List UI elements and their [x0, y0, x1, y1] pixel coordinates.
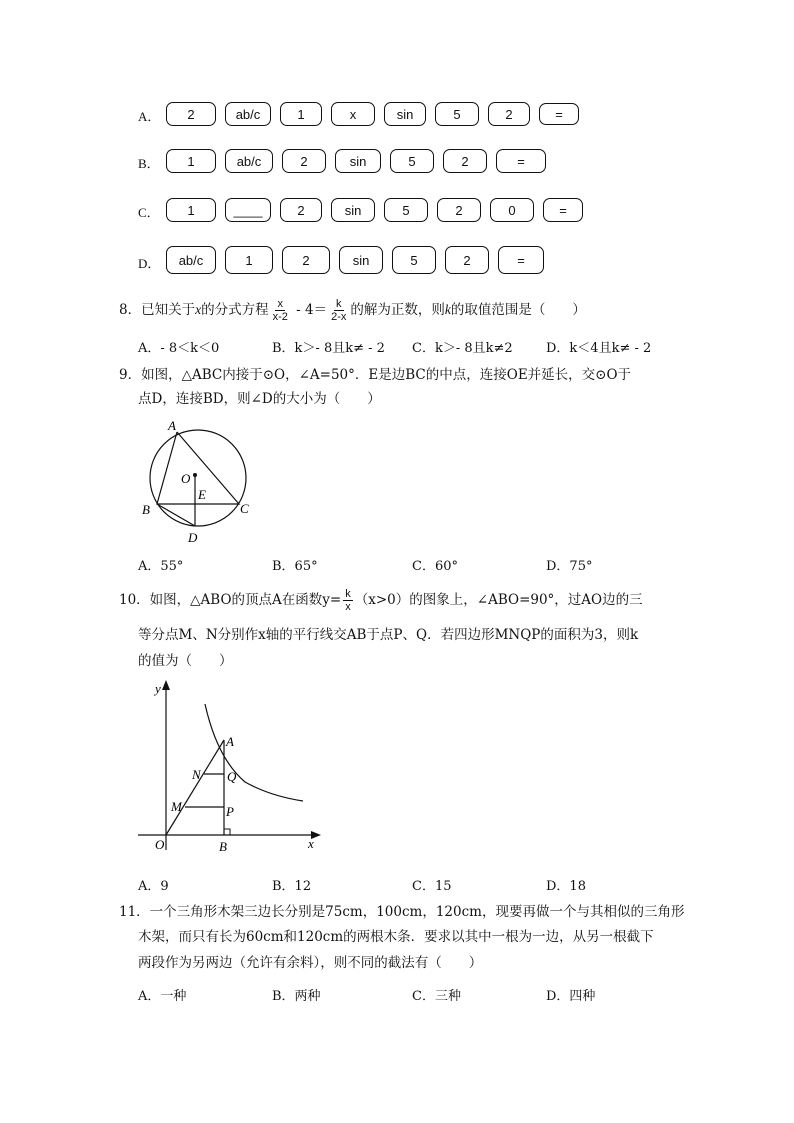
label-d: D: [188, 530, 198, 545]
q11-line-1: 11．一个三角形木架三边长分别是75cm，100cm，120cm，现要再做一个与其相似的三角形: [119, 904, 685, 920]
calc-key: sin: [335, 149, 381, 173]
calc-key: 5: [384, 198, 428, 222]
q11-choice-a: A．一种: [138, 989, 187, 1004]
label-x: x: [308, 836, 314, 851]
label-o: O: [155, 837, 165, 852]
q10-line-1: [119, 588, 643, 613]
calc-key: 2: [437, 198, 481, 222]
q9-choice-d: D．75°: [546, 559, 593, 574]
q8-choice-c: C．k＞- 8且k≠2: [412, 341, 513, 356]
calc-key: 2: [445, 246, 489, 274]
right-angle-mark: [224, 829, 230, 835]
q7-option-a-label: A．: [138, 109, 161, 124]
label-e: E: [198, 487, 206, 502]
q8-stem: [119, 298, 586, 323]
q11-choice-b: B．两种: [272, 989, 321, 1004]
calc-key: ab/c: [225, 102, 271, 126]
calc-key: x: [331, 102, 375, 126]
q8-var-x: x: [195, 302, 202, 317]
q8-prefix: 8．已知关于: [119, 302, 196, 318]
q10-choice-d: D．18: [546, 879, 586, 894]
calc-key: 2: [282, 246, 330, 274]
q11-line-3: 两段作为另两边（允许有余料），则不同的截法有（ ）: [138, 955, 483, 971]
q8-frac1-numerator: x: [277, 298, 283, 310]
q9-choice-c: C．60°: [412, 559, 458, 574]
q8-frac2-denominator: 2-x: [331, 311, 347, 323]
label-a: A: [226, 734, 234, 749]
label-q: Q: [227, 769, 237, 784]
calc-key: sin: [339, 246, 383, 274]
q10-frac-numerator: k: [345, 588, 351, 600]
calc-key: 1: [225, 246, 273, 274]
q8-frac1-denominator: x-2: [272, 311, 288, 323]
q8-choice-b: B．k＞- 8且k≠ - 2: [272, 341, 385, 356]
q9-line-2: 点D，连接BD，则∠D的大小为（ ）: [138, 391, 381, 407]
q8-fraction-1: [271, 298, 290, 323]
calc-key: sin: [384, 102, 426, 126]
q10-line-3: 的值为（ ）: [138, 653, 233, 669]
calc-key: 1: [280, 102, 322, 126]
label-p: P: [226, 804, 234, 819]
q10-choice-b: B．12: [272, 879, 312, 894]
q11-line-2: 木架，而只有长为60cm和120cm的两根木条．要求以其中一根为一边，从另一根截下: [138, 929, 654, 945]
q7-option-d-label: D．: [138, 256, 161, 271]
calc-key: 5: [435, 102, 479, 126]
calc-key: 2: [282, 149, 326, 173]
q10-graph-figure: [135, 678, 330, 858]
q8-choice-d: D．k＜4且k≠ - 2: [546, 341, 652, 356]
q9-choice-a: A．55°: [138, 559, 184, 574]
q10-line-2: 等分点M、N分别作x轴的平行线交AB于点P、Q．若四边形MNQP的面积为3，则k: [138, 627, 639, 643]
calc-key: ab/c: [166, 246, 216, 274]
calc-key: 2: [488, 102, 530, 126]
label-y: y: [155, 681, 161, 696]
q10-choice-a: A．9: [138, 879, 169, 894]
q8-minus: - 4＝: [291, 302, 328, 318]
calc-key: =: [498, 246, 544, 274]
calc-key: =: [539, 103, 579, 125]
label-a: A: [168, 418, 176, 433]
calc-key: sin: [331, 198, 375, 222]
segment-bd: [157, 504, 195, 526]
calc-key: 5: [390, 149, 434, 173]
hyperbola-curve: [205, 704, 303, 801]
calc-key: 2: [166, 102, 216, 126]
q9-circle-figure: [135, 415, 265, 547]
calc-key: 2: [443, 149, 487, 173]
q7-option-a-keys: [166, 102, 588, 126]
calc-key: 5: [392, 246, 436, 274]
calc-key: ____: [225, 198, 271, 222]
q7-option-d-keys: [166, 246, 553, 274]
center-point: [193, 473, 197, 477]
label-b: B: [219, 839, 227, 854]
q10-frac-denominator: x: [345, 601, 351, 613]
q11-choice-c: C．三种: [412, 989, 461, 1004]
q7-option-c-keys: [166, 198, 592, 222]
q10-line1-prefix: 10．如图，△ABO的顶点A在函数y=: [119, 592, 342, 608]
calc-key: 1: [166, 198, 216, 222]
q8-fraction-2: [329, 298, 348, 323]
calc-key: ab/c: [225, 149, 273, 173]
q11-choice-d: D．四种: [546, 989, 596, 1004]
label-o: O: [181, 471, 191, 486]
label-c: C: [240, 501, 249, 516]
q7-option-b-label: B．: [138, 156, 160, 171]
y-axis-arrow: [162, 680, 170, 690]
q8-suffix: 的取值范围是（ ）: [450, 302, 586, 318]
calc-key: 0: [490, 198, 534, 222]
label-m: M: [171, 799, 182, 814]
q7-option-b-keys: [166, 149, 555, 173]
calc-key: =: [496, 149, 546, 173]
q8-frac2-numerator: k: [336, 298, 342, 310]
q7-option-c-label: C．: [138, 205, 160, 220]
q10-line1-suffix: （x>0）的图象上，∠ABO=90°，过AO边的三: [354, 592, 643, 608]
calc-key: 2: [280, 198, 322, 222]
calc-key: 1: [166, 149, 216, 173]
q10-choice-c: C．15: [412, 879, 452, 894]
label-b: B: [142, 502, 150, 517]
q8-choice-a: A．- 8＜k＜0: [138, 341, 220, 356]
q8-var-k: k: [444, 302, 451, 317]
q9-choice-b: B．65°: [272, 559, 318, 574]
segment-oa: [166, 740, 224, 835]
q8-mid2: 的解为正数，则: [350, 302, 445, 318]
q9-line-1: 9．如图，△ABC内接于⊙O，∠A=50°．E是边BC的中点，连接OE并延长，交⊙O于: [119, 367, 632, 383]
label-n: N: [192, 767, 201, 782]
q8-mid1: 的分式方程: [201, 302, 269, 318]
q10-fraction: [343, 588, 353, 613]
calc-key: =: [543, 198, 583, 222]
